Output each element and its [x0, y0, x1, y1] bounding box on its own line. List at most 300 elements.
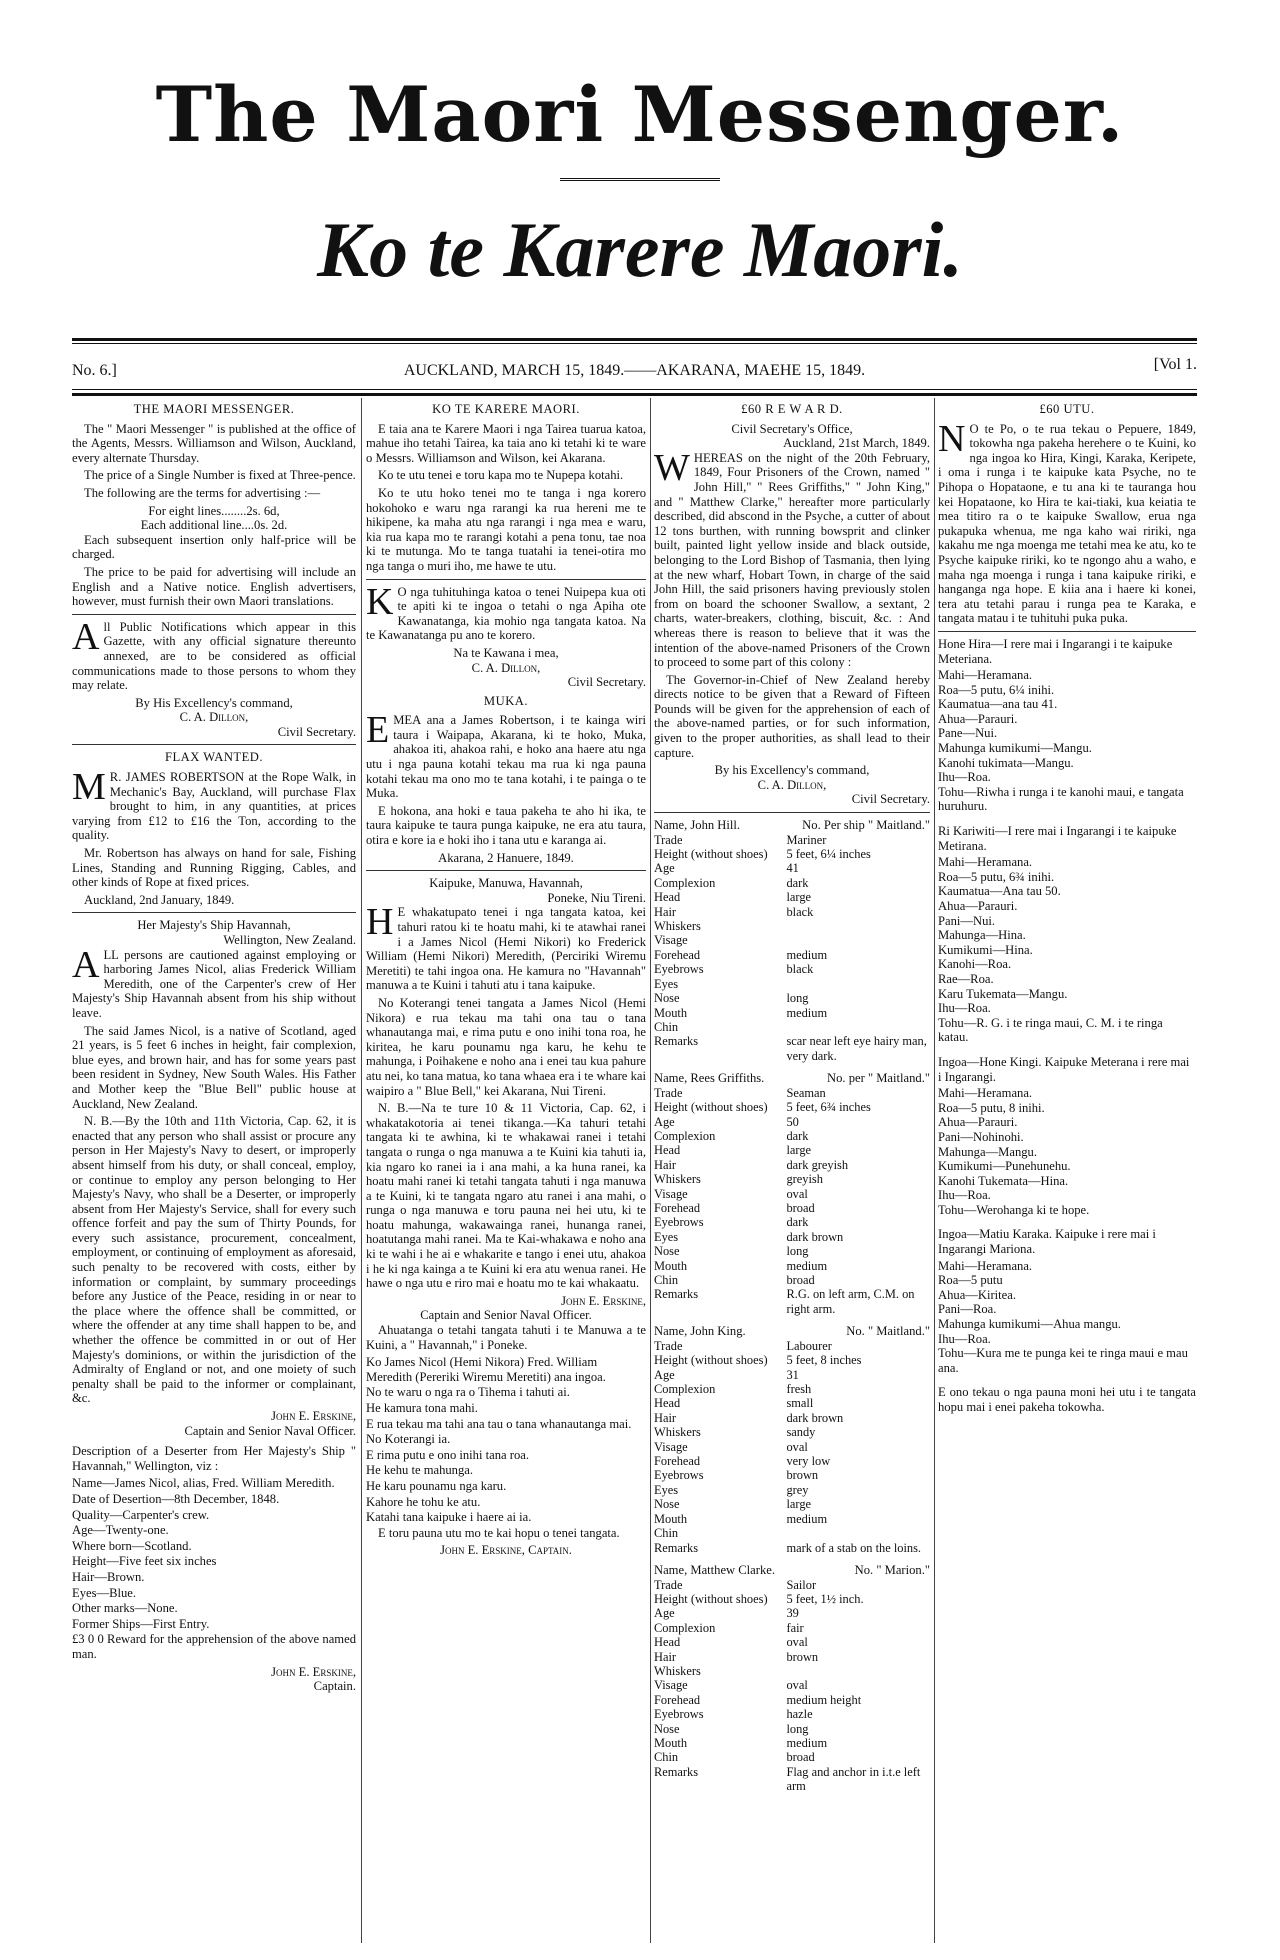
table-row — [654, 1650, 930, 1664]
field-value: brown — [786, 1649, 819, 1664]
table-row — [654, 905, 930, 919]
column-reward-notice — [654, 398, 930, 1943]
list-item: Age—Twenty-one. — [72, 1523, 169, 1538]
table-row — [654, 1635, 930, 1649]
field-value: black — [786, 962, 814, 977]
list-item: Name—James Nicol, alias, Fred. William Meredith. — [72, 1476, 335, 1491]
list-item: Tohu—Kura me te punga kei te ringa maui e mau ana. — [938, 1346, 1188, 1375]
field-value: fair — [786, 1620, 804, 1635]
list-item: E rima putu e ono inihi tana roa. — [366, 1447, 529, 1462]
list-item: Roa—5 putu, 6¾ inihi. — [938, 869, 1055, 884]
dateline-text: Akarana, 2 Hanuere, 1849. — [438, 850, 574, 865]
field-label: Chin — [654, 1526, 679, 1541]
prisoner-name: Name, John King. — [654, 1324, 746, 1339]
table-row — [654, 1736, 930, 1750]
table-row — [654, 1129, 930, 1143]
prisoner-record — [654, 818, 930, 1063]
column-divider — [361, 398, 362, 1943]
field-value: oval — [786, 1186, 808, 1201]
list-item: Roa—5 putu, 6¼ inihi. — [938, 682, 1055, 697]
table-row — [654, 1678, 930, 1692]
field-label: Visage — [654, 1186, 688, 1201]
list-item: He karu pounamu nga karu. — [366, 1478, 507, 1493]
table-row — [654, 1664, 930, 1678]
divider — [938, 631, 1196, 632]
table-row — [654, 1034, 930, 1063]
field-label: Hair — [654, 1649, 677, 1664]
table-row — [654, 948, 930, 962]
table-row — [654, 1765, 930, 1794]
field-value — [786, 977, 930, 991]
table-row — [654, 1425, 930, 1439]
table-row — [654, 1100, 930, 1114]
signature-title: Civil Secretary. — [851, 792, 930, 807]
field-value: Labourer — [786, 1338, 832, 1353]
field-value: Mariner — [786, 832, 827, 847]
field-label: Whiskers — [654, 919, 701, 934]
table-row — [654, 1368, 930, 1382]
field-value: Sailor — [786, 1577, 817, 1592]
prisoner-ship: No. " Marion." — [854, 1562, 930, 1577]
group-heading: Ingoa—Hone Kingi. Kaipuke Meterana i rere mai i Ingarangi. — [938, 1054, 1190, 1084]
field-label: Forehead — [654, 1692, 701, 1707]
field-value: mark of a stab on the loins. — [786, 1540, 922, 1555]
field-value: long — [786, 1721, 809, 1736]
footer-paragraph: E ono tekau o nga pauna moni hei utu i te tangata hopu mai i enei pakeha tokowha. — [938, 1385, 1196, 1414]
field-label: Hair — [654, 1410, 677, 1425]
table-row — [654, 1592, 930, 1606]
paragraph: NO te Po, o te rua tekau o Pepuere, 1849, tokowha nga pakeha herehere o te Kuini, ko nga ingoa ko Hira, Kingi, Karaka, Keripete, i oma i runga i te kaipuke kata Psyche, no te Pihopa o Hopataone, e tu ana ki te tauranga hou kei Hopataone, ko Hira te kai-tiaki, kua keiatia te mea titiro ra o te kaipuke Swallow, erua nga pukapuka whenua, me nga kaho wai ririki, nga kakahu me nga moenga me tetahi mea ke atu, ko te Psyche kaipuke ririki, ko te ngongo ahu a waho, e maha nga moenga i runga i tana kaipuke ririki, e hanganga nga hope. E kiia ana i haere ki konei, tera atu tetahi parau i runga pea te Karaka, e tangata matau i te tuhituhi puka puka. — [938, 417, 1196, 626]
paragraph: Ko te utu tenei e toru kapa mo te Nupepa kotahi. — [378, 468, 624, 483]
list-item: Kanohi Tukemata—Hina. — [938, 1173, 1069, 1188]
table-row — [654, 833, 930, 847]
field-value: medium — [786, 947, 828, 962]
field-label: Age — [654, 1606, 675, 1621]
bottom-rule-thick — [72, 393, 1197, 396]
field-label: Remarks — [654, 1287, 699, 1302]
field-value: dark brown — [786, 1229, 844, 1244]
divider — [72, 912, 356, 913]
notice-paragraph: All Public Notifications which appear in this Gazette, with any official signature thereunto annexed, are to be considered as official communications made to those persons to whom they may relate. — [72, 615, 356, 693]
field-value: 5 feet, 1½ inch. — [786, 1591, 864, 1606]
rate-line: For eight lines........2s. 6d, — [148, 503, 280, 518]
divider — [654, 812, 930, 813]
field-label: Chin — [654, 1019, 679, 1034]
field-label: Eyes — [654, 1482, 679, 1497]
list-item: Kumikumi—Punehunehu. — [938, 1159, 1071, 1174]
table-row — [654, 991, 930, 1005]
list-item: Mahunga kumikumi—Ahua mangu. — [938, 1317, 1121, 1332]
table-row — [654, 1621, 930, 1635]
paragraph: N. B.—Na te ture 10 & 11 Victoria, Cap. 62, i whakatakotoria ai tenei tikanga.—Ka tahuri tetahi tangata ki te awhina, ki te whakawai ranei i tetahi tangata o runga o nga manuwa a te Kuini kia tahuti ia, kia ngaro ko ranei ia i ana mahi, a ka huna ranei, ka hoatu mahi ranei ki tetahi tangata tahuti i nga manuwa a te Kuini, ki te tangata ngaro atu ranei i ana mahi, o runga o nga manuwa e toru pauna nei hei utu, ki te hoatu mahunga, wakawainga ranei, hunanga ranei, hoatutanga mahi ranei. Ma te Kai-whakawa e noho ana ki te wahi i he ai e whakarite e tango i enei utu, ahakoa i he ki nga kainga a te Kuini ki era atu wenua ranei. He hawe o nga utu e riro mai e hoatu mo te kai whakaatu. — [366, 1101, 646, 1291]
field-label: Complexion — [654, 875, 716, 890]
field-label: Trade — [654, 1085, 683, 1100]
field-value: 41 — [786, 861, 799, 876]
field-value: broad — [786, 1750, 815, 1765]
field-label: Whiskers — [654, 1425, 701, 1440]
field-label: Eyebrows — [654, 1215, 704, 1230]
prisoner-ship: No. per " Maitland." — [827, 1071, 930, 1086]
table-row — [654, 1353, 930, 1367]
prisoner-record — [654, 1563, 930, 1794]
signature-name: John E. Erskine, — [271, 1409, 356, 1423]
signature-name: John E. Erskine, Captain. — [440, 1543, 572, 1558]
issue-date: AUCKLAND, MARCH 15, 1849.——AKARANA, MAEHE 15, 1849. — [403, 362, 866, 379]
table-row — [654, 1526, 930, 1540]
list-item: Eyes—Blue. — [72, 1585, 137, 1600]
list-item: Tohu—Werohanga ki te hope. — [938, 1202, 1090, 1217]
field-label: Remarks — [654, 1764, 699, 1779]
table-row — [654, 876, 930, 890]
field-label: Nose — [654, 991, 680, 1006]
field-value: very low — [786, 1454, 831, 1469]
field-label: Age — [654, 1114, 675, 1129]
list-item: Mahunga kumikumi—Mangu. — [938, 741, 1092, 756]
paragraph: Ko te utu hoko tenei mo te tanga i nga korero hokohoko e waru nga rarangi ka rua hereni me te hikipene, ka maha atu nga rarangi i nga mea e waru, kia rua kapa mo te rarangi kotahi a pena tonu, tae noa ki te mutunga. Mo te tanga tuatahi ia tenei-otira mo nga tanga o muri iho, me hawe te utu. — [366, 485, 646, 573]
field-value: 39 — [786, 1606, 799, 1621]
field-value: Flag and anchor in i.t.e left arm — [786, 1764, 921, 1794]
field-label: Height (without shoes) — [654, 847, 768, 862]
bottom-rule-thin — [72, 389, 1197, 390]
list-item: Pani—Nui. — [938, 913, 996, 928]
field-value: scar near left eye hairy man, very dark. — [786, 1034, 927, 1063]
signature-name: C. A. Dillon, — [757, 777, 827, 792]
field-value: large — [786, 1143, 812, 1158]
list-item: Kanohi tukimata—Mangu. — [938, 755, 1074, 770]
list-item: Height—Five feet six inches — [72, 1554, 217, 1569]
divider — [72, 614, 356, 615]
notice-paragraph: KO nga tuhituhinga katoa o tenei Nuipepa kua oti te apiti ki te ingoa o tetahi o nga Apiha ote Kawanatanga, kia mohio nga tangata katoa. Na te Kawanatanga pu ano te korero. — [366, 580, 646, 643]
prisoner-name: Name, John Hill. — [654, 818, 741, 833]
section-heading: KO TE KARERE MAORI. — [432, 402, 580, 416]
signature-line: By His Excellency's command, — [135, 695, 293, 710]
section-heading: FLAX WANTED. — [164, 750, 264, 765]
list-item: No Koterangi ia. — [366, 1432, 451, 1447]
list-item: Kanohi—Roa. — [938, 957, 1012, 972]
ship-heading: Her Majesty's Ship Havannah, — [137, 918, 291, 933]
list-item: E rua tekau ma tahi ana tau o tana whanautanga mai. — [366, 1416, 632, 1431]
table-row — [654, 1339, 930, 1353]
field-value: R.G. on left arm, C.M. on right arm. — [786, 1287, 915, 1316]
table-row — [654, 1606, 930, 1620]
table-row — [654, 847, 930, 861]
field-label: Nose — [654, 1497, 680, 1512]
field-value: 5 feet, 8 inches — [786, 1353, 862, 1368]
ship-location: Wellington, New Zealand. — [223, 933, 356, 947]
field-value: broad — [786, 1200, 815, 1215]
group-heading: Ingoa—Matiu Karaka. Kaipuke i rere mai i Ingarangi Mariona. — [938, 1227, 1156, 1257]
field-value: dark greyish — [786, 1157, 849, 1172]
paragraph: No Koterangi tenei tangata a James Nicol (Hemi Nikora) e rua tekau ma tahi ona tau o tana whanautanga mai, e rima putu e ono inihi tona roa, he kiritea, he karu pounamu nga karu, he kehu te mahunga, i Poihakene e noho ana i enei tau kua pahure atu nei, ko tana matua, ko tana whaea era i te whare kai waipiro a " Blue Bell," kei Akarana, Nui Tireni. — [366, 995, 646, 1098]
prisoner-descriptions — [654, 818, 930, 1794]
paragraph: EMEA ana a James Robertson, i te kainga wiri taura i Waipapa, Akarana, ki te hoko, Muka, ahakoa iti, ahakoa rahi, e hoko ana haere atu nga utu i nga pauna kotahi tekau ma rua ki nga pauna kotahi tekau ma ono mo te tana kotahi, i te painga o te Muka. — [366, 709, 646, 801]
prisoner-table — [654, 1086, 930, 1317]
field-label: Eyes — [654, 1229, 679, 1244]
list-item: Hair—Brown. — [72, 1569, 145, 1584]
field-value: oval — [786, 1439, 808, 1454]
signature-name: John E. Erskine, — [561, 1293, 646, 1308]
field-label: Mouth — [654, 1511, 688, 1526]
table-row — [654, 1541, 930, 1555]
prisoner-ship: No. Per ship " Maitland." — [802, 818, 930, 833]
field-label: Visage — [654, 1678, 688, 1693]
table-row — [654, 1115, 930, 1129]
field-label: Age — [654, 861, 675, 876]
list-item: Other marks—None. — [72, 1601, 178, 1616]
list-item: Pani—Roa. — [938, 1302, 997, 1317]
prisoner-table — [654, 833, 930, 1064]
field-label: Eyebrows — [654, 962, 704, 977]
paragraph: HE whakatupato tenei i nga tangata katoa, kei tahuri ratou ki te hoatu mahi, ki te atawhai ranei i a James Nicol (Hemi Nikori) ko Frederick William (Hemi Nikori) Meredith, (Perciriki Wiremu Meretiti) te tahi ingoa ona. He kamura no "Havannah" manuwa a te Kuini i tahuti atu i tana kaipuke. — [366, 901, 646, 993]
signature-line: By his Excellency's command, — [714, 763, 870, 778]
table-row — [654, 1382, 930, 1396]
signature-title: Captain. — [313, 1679, 356, 1694]
field-label: Chin — [654, 1750, 679, 1765]
list-item: Quality—Carpenter's crew. — [72, 1507, 210, 1522]
list-item: Mahi—Heramana. — [938, 855, 1033, 870]
paragraph: E taia ana te Karere Maori i nga Tairea tuarua katoa, mahue iho tetahi Tairea, ka taia ano ki tetahi ki te ware o Messrs. Williamson and Wilson, kei Akarana. — [366, 421, 646, 465]
field-value: dark brown — [786, 1410, 844, 1425]
masthead-title: The Maori Messenger. — [155, 70, 1125, 159]
table-row — [654, 1468, 930, 1482]
signature-name: John E. Erskine, — [271, 1664, 356, 1679]
list-item: Ahua—Kiritea. — [938, 1287, 1016, 1302]
field-value: oval — [786, 1678, 808, 1693]
field-label: Nose — [654, 1244, 680, 1259]
paragraph: The price of a Single Number is fixed at Three-pence. — [84, 468, 356, 483]
field-label: Complexion — [654, 1128, 716, 1143]
list-item: Tohu—R. G. i te ringa maui, C. M. i te ringa katau. — [938, 1015, 1163, 1045]
field-label: Eyes — [654, 976, 679, 991]
table-row — [654, 962, 930, 976]
field-value: sandy — [786, 1425, 816, 1440]
prisoner-group — [938, 1227, 1196, 1375]
field-label: Age — [654, 1367, 675, 1382]
prisoner-group — [938, 637, 1196, 814]
field-label: Trade — [654, 1338, 683, 1353]
field-label: Mouth — [654, 1258, 688, 1273]
table-row — [654, 1143, 930, 1157]
field-label: Hair — [654, 904, 677, 919]
field-value: oval — [786, 1635, 808, 1650]
field-label: Visage — [654, 933, 688, 948]
list-item: Kaumatua—Ana tau 50. — [938, 884, 1061, 899]
table-row — [654, 977, 930, 991]
field-value: medium — [786, 1005, 828, 1020]
prisoner-groups-maori — [938, 637, 1196, 1376]
field-label: Head — [654, 1143, 681, 1158]
field-label: Whiskers — [654, 1172, 701, 1187]
list-item: Kaumatua—ana tau 41. — [938, 697, 1058, 712]
group-heading: Ri Kariwiti—I rere mai i Ingarangi i te kaipuke Metirana. — [938, 824, 1177, 853]
field-value: long — [786, 991, 809, 1006]
table-row — [654, 1512, 930, 1526]
table-row — [654, 1707, 930, 1721]
field-label: Height (without shoes) — [654, 1100, 768, 1115]
column-english-notices — [72, 398, 356, 1943]
section-heading: MUKA. — [483, 693, 529, 708]
paragraph: MR. JAMES ROBERTSON at the Rope Walk, in Mechanic's Bay, Auckland, will purchase Flax brought to him, in any quantities, at prices varying from £12 to £16 the Ton, according to the quality. — [72, 766, 356, 843]
list-item: Ahua—Parauri. — [938, 1115, 1018, 1130]
list-item: Ahua—Parauri. — [938, 711, 1018, 726]
dateline-text: Auckland, 2nd January, 1849. — [84, 892, 235, 907]
table-row — [654, 1259, 930, 1273]
paragraph: Ahuatanga o tetahi tangata tahuti i te Manuwa a te Kuini, a " Havannah," i Poneke. — [366, 1323, 646, 1352]
masthead-ornament-rule — [560, 178, 720, 181]
field-label: Eyebrows — [654, 1468, 704, 1483]
section-heading: £60 UTU. — [1039, 402, 1095, 416]
list-item: Kumikumi—Hina. — [938, 942, 1033, 957]
field-label: Head — [654, 1396, 681, 1411]
field-value: 5 feet, 6¼ inches — [786, 847, 871, 862]
field-label: Forehead — [654, 947, 701, 962]
field-value — [786, 1526, 930, 1540]
field-value: Seaman — [786, 1085, 826, 1100]
table-row — [654, 1483, 930, 1497]
field-label: Whiskers — [654, 1663, 701, 1678]
field-label: Head — [654, 1635, 681, 1650]
list-item: Where born—Scotland. — [72, 1538, 192, 1553]
list-item: Mahunga—Hina. — [938, 928, 1026, 943]
field-value — [786, 919, 930, 933]
list-item: Ihu—Roa. — [938, 1001, 991, 1016]
paragraph: The said James Nicol, is a native of Scotland, aged 21 years, is 5 feet 6 inches in height, fair complexion, blue eyes, and brown hair, and has for some years past been resident in Sydney, New South Wales. His Father and Mother keep the "Blue Bell" public house at Auckland, New Zealand. — [72, 1023, 356, 1111]
ship-heading: Kaipuke, Manuwa, Havannah, — [429, 876, 583, 891]
table-row — [654, 1722, 930, 1736]
field-value: medium — [786, 1735, 828, 1750]
top-rule-thin — [72, 343, 1197, 344]
office-line: Civil Secretary's Office, — [731, 421, 853, 436]
column-divider — [934, 398, 935, 1943]
list-item: Mahi—Heramana. — [938, 1258, 1033, 1273]
group-heading: Hone Hira—I rere mai i Ingarangi i te kaipuke Meteriana. — [938, 636, 1173, 666]
field-value: greyish — [786, 1172, 823, 1187]
list-item: He kamura tona mahi. — [366, 1401, 478, 1415]
prisoner-name: Name, Matthew Clarke. — [654, 1562, 775, 1577]
dateline — [72, 356, 1197, 382]
list-item: Former Ships—First Entry. — [72, 1616, 210, 1631]
paragraph: The Governor-in-Chief of New Zealand hereby directs notice to be given that a Reward of Fifteen Pounds will be given for the apprehension of each of the above-named parties, or for such information, given to the proper authorities, as shall lead to their capture. — [654, 672, 930, 760]
field-value: long — [786, 1244, 809, 1259]
field-label: Trade — [654, 832, 683, 847]
prisoner-table — [654, 1339, 930, 1555]
field-value — [786, 1664, 930, 1678]
field-label: Chin — [654, 1273, 679, 1287]
table-row — [654, 1006, 930, 1020]
list-item: Mahi—Heramana. — [938, 668, 1033, 683]
prisoner-group — [938, 824, 1196, 1045]
field-value: black — [786, 904, 814, 919]
field-value: 50 — [786, 1114, 799, 1129]
column-maori-reward — [938, 398, 1196, 1943]
table-row — [654, 1497, 930, 1511]
paragraph: Description of a Deserter from Her Majesty's Ship " Havannah," Wellington, viz : — [72, 1444, 356, 1473]
field-label: Mouth — [654, 1735, 688, 1750]
list-item: Mahunga—Mangu. — [938, 1144, 1037, 1159]
divider — [72, 744, 356, 745]
field-value: large — [786, 1497, 812, 1512]
field-value: medium — [786, 1511, 828, 1526]
field-label: Remarks — [654, 1034, 699, 1049]
field-value: small — [786, 1396, 814, 1411]
list-item: Pani—Nohinohi. — [938, 1129, 1024, 1144]
paragraph: Mr. Robertson has always on hand for sale, Fishing Lines, Standing and Running Rigging, Cables, and other kinds of Rope at fixed prices. — [72, 846, 356, 890]
section-heading: THE MAORI MESSENGER. — [133, 402, 295, 416]
table-row — [654, 1287, 930, 1316]
field-label: Forehead — [654, 1200, 701, 1215]
table-row — [654, 1158, 930, 1172]
section-heading: £60 R E W A R D. — [741, 402, 843, 416]
list-item: Ihu—Roa. — [938, 1188, 991, 1203]
table-row — [654, 1454, 930, 1468]
field-label: Forehead — [654, 1454, 701, 1469]
office-date: Auckland, 21st March, 1849. — [783, 436, 930, 451]
masthead-subtitle: Ko te Karere Maori. — [317, 206, 963, 293]
field-label: Complexion — [654, 1620, 716, 1635]
field-label: Visage — [654, 1439, 688, 1454]
table-row — [654, 1693, 930, 1707]
paragraph: E hokona, ana hoki e taua pakeha te aho hi ika, te taura kaipuke te taura punga kaipuke, ne era atu taura, otira e kore ia e hoki iho i tana utu e karanga ai. — [366, 803, 646, 848]
field-value: dark — [786, 1128, 809, 1143]
list-item: Ko James Nicol (Hemi Nikora) Fred. William Meredith (Pereriki Wiremu Meretiti) ana ingoa. — [366, 1355, 606, 1384]
table-row — [654, 933, 930, 947]
prisoner-record — [654, 1071, 930, 1316]
prisoner-name: Name, Rees Griffiths. — [654, 1071, 765, 1086]
reward-line: £3 0 0 Reward for the apprehension of the above named man. — [72, 1632, 356, 1661]
table-row — [654, 1244, 930, 1258]
column-divider — [650, 398, 651, 1943]
table-row — [654, 1172, 930, 1186]
field-label: Mouth — [654, 1005, 688, 1020]
field-value — [786, 933, 930, 947]
table-row — [654, 1396, 930, 1410]
field-label: Eyebrows — [654, 1707, 704, 1722]
signature-title: Captain and Senior Naval Officer. — [420, 1308, 592, 1323]
table-row — [654, 1187, 930, 1201]
field-value: grey — [786, 1482, 809, 1497]
table-row — [654, 1578, 930, 1592]
list-item: Katahi tana kaipuke i haere ai ia. — [366, 1510, 532, 1525]
list-item: Karu Tukemata—Mangu. — [938, 986, 1068, 1001]
signature-line: Na te Kawana i mea, — [453, 645, 559, 660]
list-item: Date of Desertion—8th December, 1848. — [72, 1491, 280, 1506]
top-rule-thick — [72, 338, 1197, 341]
field-value: medium height — [786, 1692, 862, 1707]
field-value: medium — [786, 1258, 828, 1273]
field-value: brown — [786, 1468, 819, 1483]
table-row — [654, 1230, 930, 1244]
list-item: No te waru o nga ra o Tihema i tahuti ai. — [366, 1385, 570, 1400]
reward-line: E toru pauna utu mo te kai hopu o tenei tangata. — [378, 1525, 620, 1540]
field-label: Head — [654, 890, 681, 905]
field-label: Height (without shoes) — [654, 1353, 768, 1368]
signature-title: Civil Secretary. — [277, 724, 356, 739]
table-row — [654, 1086, 930, 1100]
issue-number: No. 6.] — [72, 362, 117, 379]
field-label: Complexion — [654, 1382, 716, 1397]
list-item: He kehu te mahunga. — [366, 1463, 474, 1478]
list-item: Roa—5 putu, 8 inihi. — [938, 1100, 1045, 1115]
paragraph: Each subsequent insertion only half-price will be charged. — [72, 532, 356, 562]
paragraph: The price to be paid for advertising will include an English and a Native notice. English advertisers, however, must furnish their own Maori translations. — [72, 564, 356, 609]
list-item: Kahore he tohu ke atu. — [366, 1494, 481, 1509]
table-row — [654, 1411, 930, 1425]
table-row — [654, 1215, 930, 1229]
prisoner-group — [938, 1055, 1196, 1218]
divider — [366, 579, 646, 580]
table-row — [654, 919, 930, 933]
field-label: Height (without shoes) — [654, 1591, 768, 1606]
